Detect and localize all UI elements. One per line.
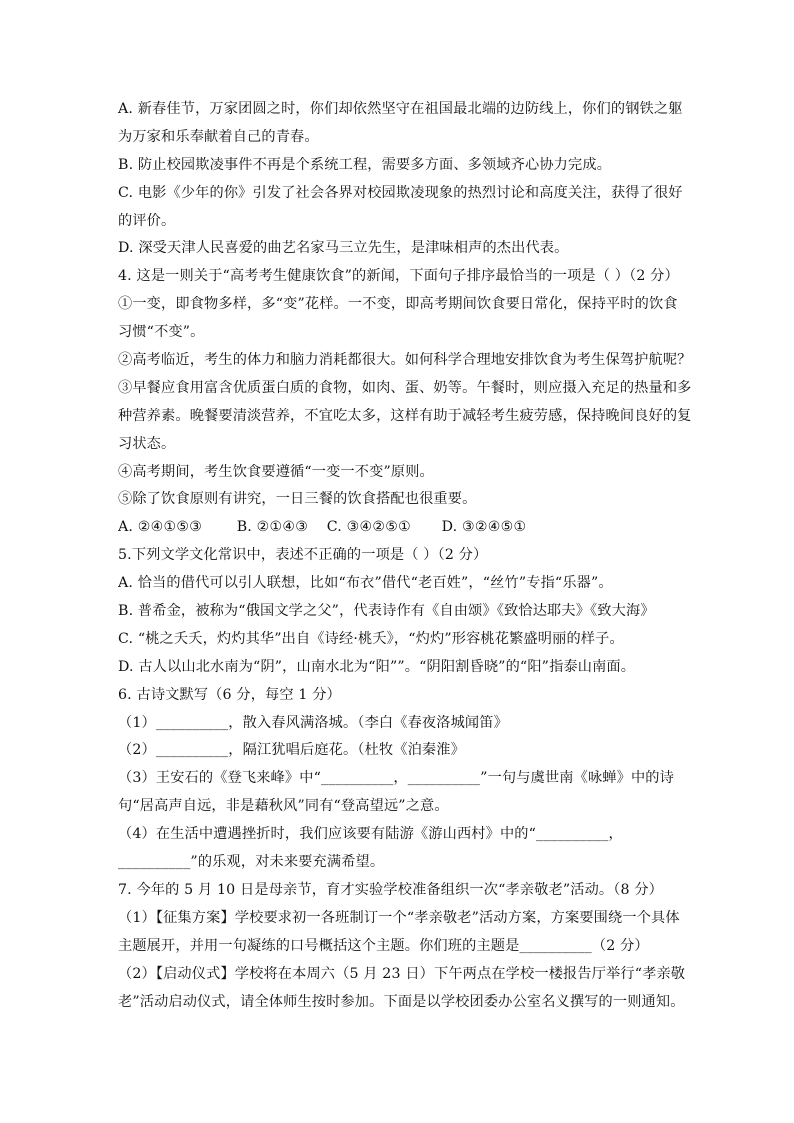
question-5-stem: 5.下列文学文化常识中，表述不正确的一项是（ ）（2 分） [118,547,488,564]
text-line: （3）王安石的《登飞来峰》中“__________，__________”一句与虞世南《咏蝉》中的诗 [118,770,674,787]
text-line: （1）【征集方案】学校要求初一各班制订一个“孝亲敬老”活动方案，方案要围绕一个具体 [118,909,680,926]
text-line: ①一变，即食物多样，多“变”花样。一不变，即高考期间饮食要日常化，保持平时的饮食 [118,296,678,313]
text-line: B. 普希金，被称为“俄国文学之父”，代表诗作有《自由颂》《致恰达耶夫》《致大海》 [118,603,655,620]
question-6-stem: 6. 古诗文默写（6 分，每空 1 分） [118,686,341,703]
text-line: C. “桃之夭夭，灼灼其华”出自《诗经·桃夭》，“灼灼”形容桃花繁盛明丽的样子。 [118,630,624,647]
text-line: 老”活动启动仪式，请全体师生按时参加。下面是以学校团委办公室名义撰写的一则通知。 [118,993,685,1010]
text-line: C. 电影《少年的你》引发了社会各界对校园欺凌现象的热烈讨论和高度关注，获得了很好 [118,184,683,201]
text-line: （2）【启动仪式】学校将在本周六（5 月 23 日）下午两点在学校一楼报告厅举行“孝亲敬 [118,965,686,982]
option-c: C. ③④②⑤① [326,519,411,536]
text-line: 为万家和乐奉献着自己的青春。 [118,128,319,145]
text-line: 主题展开，并用一句凝练的口号概括这个主题。你们班的主题是__________（2 分） [118,937,649,954]
text-line: B. 防止校园欺凌事件不再是个系统工程，需要多方面、多领域齐心协力完成。 [118,156,612,173]
text-line: 习状态。 [118,435,176,452]
text-line: A. 新春佳节，万家团圆之时，你们却依然坚守在祖国最北端的边防线上，你们的钢铁之躯 [118,101,683,117]
text-line: D. 古人以山北水南为“阴”，山南水北为“阳””。“阴阳割昏晓”的“阳”指泰山南面。 [118,658,636,675]
text-line: ③早餐应食用富含优质蛋白质的食物，如肉、蛋、奶等。午餐时，则应摄入充足的热量和多 [118,379,692,396]
option-d: D. ③②④⑤① [441,519,527,536]
text-line: ⑤除了饮食原则有讲究，一日三餐的饮食搭配也很重要。 [118,491,477,508]
question-7-stem: 7. 今年的 5 月 10 日是母亲节，育才实验学校准备组织一次“孝亲敬老”活动。（8 分） [118,881,664,898]
text-line: 的评价。 [118,212,176,229]
text-line: （4）在生活中遭遇挫折时，我们应该要有陆游《游山西村》中的“__________， [118,826,623,843]
text-line: D. 深受天津人民喜爱的曲艺名家马三立先生，是津味相声的杰出代表。 [118,240,569,257]
document-page [118,96,692,1016]
text-line: ②高考临近，考生的体力和脑力消耗都很大。如何科学合理地安排饮食为考生保驾护航呢？ [118,352,692,369]
text-line: ④高考期间，考生饮食要遵循“一变一不变”原则。 [118,463,434,480]
text-line: 种营养素。晚餐要清淡营养，不宜吃太多，这样有助于减轻考生疲劳感，保持晚间良好的复 [118,407,692,424]
question-4-options [118,514,684,542]
question-4-stem: 4. 这是一则关于“高考考生健康饮食”的新闻，下面句子排序最恰当的一项是（ ）（2 分） [118,268,679,285]
option-a: A. ②④①⑤③ [118,519,203,536]
text-line: 句“居高声自远，非是藉秋风”同有“登高望远”之意。 [118,798,449,815]
text-line: （1）__________，散入春风满洛城。（李白《春夜洛城闻笛》 [118,714,508,731]
text-line: __________”的乐观，对未来要充满希望。 [118,854,385,871]
option-b: B. ②①④③ [236,519,309,536]
text-line: A. 恰当的借代可以引人联想，比如“布衣”借代“老百姓”，“丝竹”专指“乐器”。 [118,575,613,592]
text-line: （2）__________，隔江犹唱后庭花。（杜牧《泊秦淮》 [118,742,465,759]
text-line: 习惯“不变”。 [118,324,205,341]
